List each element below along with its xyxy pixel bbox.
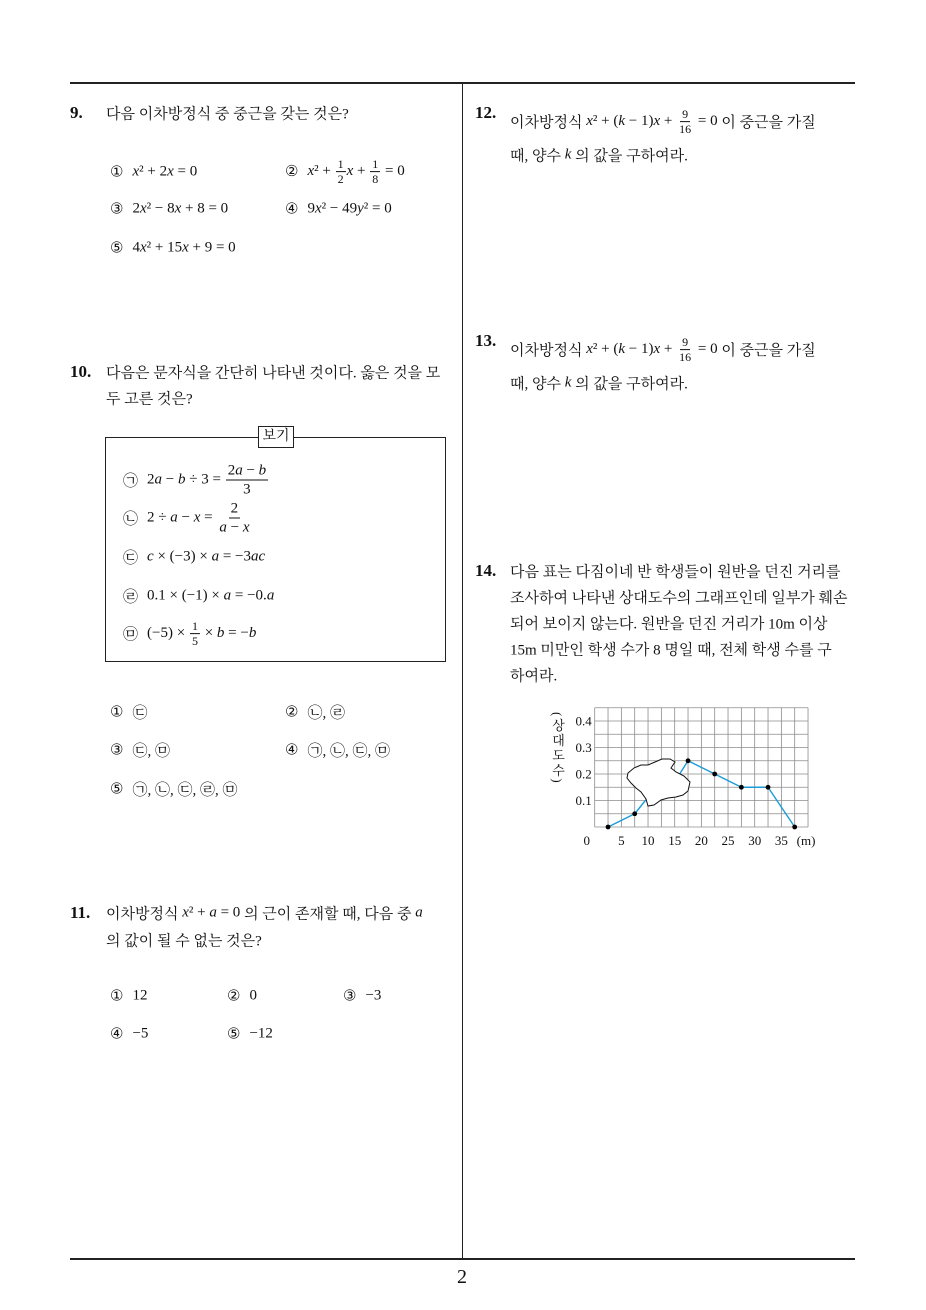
choice-label: ⑤ (110, 240, 124, 257)
question-12-number: 12. (475, 103, 497, 122)
relative-frequency-chart (540, 700, 830, 855)
math-variable: x (307, 163, 315, 180)
y-tick-label: 0.2 (575, 766, 592, 782)
q11-choice-3 (343, 987, 381, 1006)
question-14-line-2 (510, 587, 848, 608)
data-point (686, 758, 691, 763)
math-variable: x (182, 904, 189, 921)
q11-choice-2 (227, 987, 257, 1006)
question-text: 이 중근을 가질 (717, 115, 816, 132)
x-tick-label: 25 (721, 833, 735, 848)
question-14-line-5 (510, 665, 557, 686)
math-variable: a (250, 548, 259, 565)
choice-label: ④ (285, 201, 299, 218)
data-point (766, 785, 771, 790)
question-text: 15m 미만인 학생 수가 8 명일 때, 전체 학생 수를 구 (510, 642, 832, 659)
question-10-line-2 (106, 388, 193, 409)
fraction-denominator: 3 (243, 481, 251, 498)
data-point (739, 785, 744, 790)
choice-label: ① (110, 164, 124, 181)
expression-part: 0.1 × (−1) × a = −0.a (147, 587, 275, 604)
question-text: 조사하여 나타낸 상대도수의 그래프인데 일부가 훼손 (510, 590, 848, 607)
expression-part: (−5) × (147, 625, 189, 642)
expression-part: 2a − b ÷ 3 = (147, 471, 225, 488)
question-12-line-1 (510, 107, 816, 137)
x-axis-unit-label: (m) (796, 833, 816, 848)
data-point (606, 825, 611, 830)
math-variable: x (314, 200, 322, 217)
q11-choice-4 (110, 1025, 148, 1044)
data-point (712, 772, 717, 777)
math-variable: a (235, 462, 243, 479)
math-variable: k (564, 146, 572, 163)
item-label: ㉤ (123, 627, 139, 644)
question-14-number: 14. (475, 561, 497, 580)
example-item-2 (123, 500, 253, 537)
x-tick-label: 20 (694, 833, 708, 848)
q9-choice-2 (285, 157, 405, 187)
x-tick-label: 0 (583, 833, 590, 848)
question-text: 때, 양수 (510, 148, 565, 165)
y-tick-label: 0.1 (575, 793, 592, 808)
question-text: 의 값을 구하여라. (571, 148, 688, 165)
math-expression: = 0 (694, 113, 718, 130)
data-point (792, 825, 797, 830)
fraction-numerator: 1 (337, 157, 344, 172)
math-variable: b (177, 471, 186, 488)
q9-choice-5 (110, 239, 236, 258)
question-11-number: 11. (70, 903, 91, 922)
math-variable: a (209, 904, 217, 921)
question-text: 이차방정식 (106, 906, 183, 923)
x-tick-label: 5 (618, 833, 625, 848)
math-variable: a (219, 519, 227, 536)
math-variable: k (564, 374, 572, 391)
math-variable: a (223, 587, 232, 604)
fraction-numerator: 1 (372, 157, 379, 172)
math-variable: b (248, 625, 257, 642)
choice-value: −3 (365, 987, 382, 1004)
question-text: 이차방정식 (510, 115, 587, 132)
fraction-denominator: a − x (219, 519, 250, 536)
question-text: 의 값이 될 수 없는 것은? (106, 933, 262, 950)
q11-choice-5 (227, 1025, 273, 1044)
math-variable: x (167, 163, 174, 180)
y-tick-label: 0.4 (575, 713, 592, 729)
column-divider (462, 82, 464, 1258)
math-variable: a (154, 471, 163, 488)
math-variable: x (242, 519, 250, 536)
question-text: 두 고른 것은? (106, 391, 193, 408)
choice-label: ③ (110, 742, 124, 759)
question-12-line-2 (510, 145, 688, 166)
math-expression: x² + a = 0 (182, 904, 241, 921)
fraction-denominator: 8 (372, 172, 379, 187)
question-13-line-2 (510, 373, 688, 394)
math-variable: x (586, 341, 593, 358)
choice-value: 12 (132, 987, 148, 1004)
example-item-5 (123, 619, 256, 649)
choice-text: ㉠, ㉡, ㉢, ㉤ (307, 743, 390, 760)
math-variable: x (653, 113, 661, 130)
expression-part: × b = −b (200, 625, 257, 642)
question-13-line-1 (510, 335, 816, 365)
math-expression: x² + (k − 1)x + (586, 341, 677, 358)
x-tick-label: 30 (748, 833, 762, 848)
math-variable: a (266, 587, 275, 604)
question-text: 하여라. (510, 668, 558, 685)
chart-y-axis-label: (상대도수) (550, 712, 565, 785)
x-tick-label: 15 (668, 833, 682, 848)
math-variable: a (415, 904, 423, 921)
choice-text: ㉢, ㉤ (132, 743, 170, 760)
fraction (677, 107, 693, 137)
fraction-numerator: 2a − b (227, 462, 267, 479)
math-variable: x (653, 341, 661, 358)
choice-label: ① (110, 988, 124, 1005)
fraction (190, 619, 200, 649)
choice-label: ④ (285, 742, 299, 759)
question-text: 때, 양수 (510, 376, 565, 393)
math-variable: y (357, 200, 364, 217)
math-variable: x (139, 239, 147, 256)
math-variable: b (258, 462, 267, 479)
math-variable: k (618, 341, 625, 358)
math-variable: c (258, 548, 266, 565)
question-9-stem (106, 103, 349, 124)
question-11-line-2 (106, 930, 262, 951)
choice-value: 0 (249, 987, 257, 1004)
fraction-denominator: 16 (679, 122, 692, 137)
q9-choice-3 (110, 200, 228, 219)
choice-label: ⑤ (227, 1026, 241, 1043)
question-text: 의 값을 구하여라. (571, 376, 688, 393)
choice-label: ③ (343, 988, 357, 1005)
math-variable: a (211, 548, 220, 565)
fraction-denominator: 16 (679, 350, 692, 365)
choice-expression: 2x² − 8x + 8 = 0 (132, 200, 229, 217)
choice-label: ④ (110, 1026, 124, 1043)
q11-choice-1 (110, 987, 147, 1006)
choice-expression: 4x² + 15x + 9 = 0 (132, 239, 236, 256)
question-text: 의 근이 존재할 때, 다음 중 (240, 906, 416, 923)
expression-part: x + (346, 163, 370, 180)
series-line-segment (679, 761, 688, 775)
fraction-numerator: 9 (682, 107, 689, 122)
choice-label: ⑤ (110, 781, 124, 798)
math-expression (415, 905, 423, 922)
example-item-4 (123, 586, 274, 607)
fraction (336, 157, 346, 187)
fraction-numerator: 1 (191, 619, 198, 634)
q10-choice-4 (285, 740, 390, 761)
q10-choice-1 (110, 702, 147, 723)
choice-text: ㉡, ㉣ (307, 705, 345, 722)
choice-label: ① (110, 704, 124, 721)
math-expression (565, 375, 572, 392)
fraction (677, 335, 693, 365)
fraction-numerator: 9 (682, 335, 689, 350)
choice-label: ③ (110, 201, 124, 218)
math-variable: x (182, 239, 189, 256)
math-variable: c (147, 548, 154, 565)
math-variable: x (139, 200, 147, 217)
item-label: ㉣ (123, 589, 139, 606)
bottom-rule (70, 1258, 855, 1260)
x-tick-label: 35 (774, 833, 788, 848)
q9-choice-1 (110, 163, 197, 182)
math-expression: = 0 (694, 341, 718, 358)
item-label: ㉡ (123, 511, 139, 528)
page-number: 2 (457, 1266, 467, 1288)
math-expression (565, 147, 572, 164)
example-box-title: 보기 (258, 426, 294, 448)
question-10-number: 10. (70, 362, 92, 381)
question-text: 다음은 문자식을 간단히 나타낸 것이다. 옳은 것을 모 (106, 365, 441, 382)
fraction-numerator: 2 (230, 500, 239, 517)
math-variable: x (346, 163, 354, 180)
choice-text: ㉠, ㉡, ㉢, ㉣, ㉤ (132, 782, 238, 799)
x-tick-label: 10 (641, 833, 655, 848)
expression-part: 2 ÷ a − x = (147, 509, 217, 526)
example-item-3 (123, 547, 265, 568)
question-14-line-4 (510, 639, 832, 660)
math-variable: x (132, 163, 140, 180)
item-label: ㉠ (123, 473, 139, 490)
math-variable: x (174, 200, 182, 217)
question-11-line-1 (106, 903, 423, 924)
q9-choice-4 (285, 200, 392, 219)
question-text: 되어 보이지 않는다. 원반을 던진 거리가 10m 이상 (510, 616, 828, 633)
math-variable: k (618, 113, 625, 130)
expression-part: x² + (307, 163, 335, 180)
choice-value: −5 (132, 1025, 149, 1042)
choice-expression: x² + 2x = 0 (132, 163, 198, 180)
fraction-denominator: 2 (337, 172, 344, 187)
choice-label: ② (285, 704, 299, 721)
choice-label: ② (285, 164, 299, 181)
question-14-line-1 (510, 561, 841, 582)
math-variable: x (193, 509, 201, 526)
q10-choice-3 (110, 740, 170, 761)
item-label: ㉢ (123, 550, 139, 567)
choice-expression: 9x² − 49y² = 0 (307, 200, 392, 217)
math-expression: x² + (k − 1)x + (586, 113, 677, 130)
question-text: 이 중근을 가질 (717, 343, 816, 360)
question-14-line-3 (510, 613, 828, 634)
question-13-number: 13. (475, 331, 497, 350)
example-item-1 (123, 462, 269, 499)
math-variable: x (586, 113, 593, 130)
question-9-number: 9. (70, 103, 83, 122)
expression-part: c × (−3) × a = −3ac (147, 548, 266, 565)
math-variable: a (170, 509, 178, 526)
damaged-area (627, 759, 690, 806)
expression-part: = 0 (381, 163, 405, 180)
fraction (226, 462, 268, 499)
fraction-denominator: 5 (191, 634, 198, 649)
question-text: 다음 표는 다짐이네 반 학생들이 원반을 던진 거리를 (510, 564, 841, 581)
q10-choice-2 (285, 702, 345, 723)
question-text: 다음 이차방정식 중 중근을 갖는 것은? (106, 106, 349, 123)
data-point (632, 811, 637, 816)
choice-label: ② (227, 988, 241, 1005)
math-variable: b (216, 625, 225, 642)
choice-value: −12 (249, 1025, 273, 1042)
fraction (370, 157, 380, 187)
question-10-line-1 (106, 362, 440, 383)
question-text: 이차방정식 (510, 343, 587, 360)
fraction (217, 500, 251, 537)
y-tick-label: 0.3 (575, 740, 592, 755)
q10-choice-5 (110, 779, 237, 800)
choice-text: ㉢ (132, 705, 148, 722)
